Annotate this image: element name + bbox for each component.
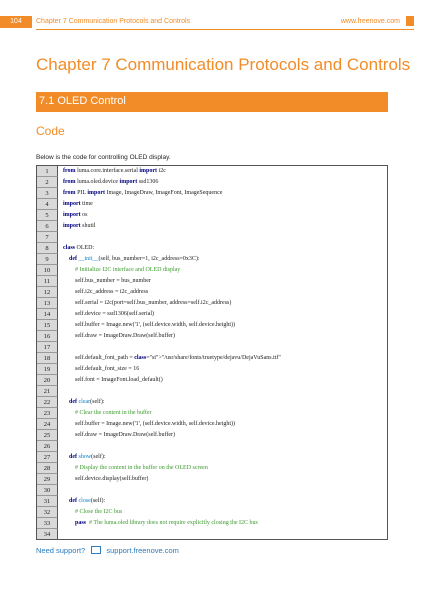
line-number: 28 — [37, 463, 58, 474]
line-number: 33 — [37, 518, 58, 529]
line-number: 26 — [37, 441, 58, 452]
support-label: Need support? — [36, 546, 86, 555]
line-number: 30 — [37, 485, 58, 496]
code-heading: Code — [36, 124, 65, 138]
code-line — [37, 518, 387, 529]
header-rule — [36, 29, 414, 30]
code-listing — [36, 165, 388, 540]
section-bar — [36, 92, 388, 112]
header-accent-block — [406, 16, 414, 26]
code-text: # Clear the content in the buffer — [75, 410, 152, 416]
code-text: pass # The luma.oled library does not require explicitly closing the I2C bus — [75, 520, 258, 526]
line-number: 1 — [37, 166, 58, 177]
code-line — [37, 386, 387, 397]
code-line — [37, 232, 387, 243]
code-line — [37, 265, 387, 276]
code-line — [37, 331, 387, 342]
code-text: # Display the content in the buffer on the OLED screen — [75, 465, 208, 471]
line-number: 9 — [37, 254, 58, 265]
code-line — [37, 221, 387, 232]
line-number: 19 — [37, 364, 58, 375]
line-number: 18 — [37, 353, 58, 364]
line-number: 27 — [37, 452, 58, 463]
line-number: 11 — [37, 276, 58, 287]
code-text: self.device = ssd1306(self.serial) — [63, 311, 155, 317]
line-number: 22 — [37, 397, 58, 408]
code-line — [37, 430, 387, 441]
line-number: 6 — [37, 221, 58, 232]
line-number: 5 — [37, 210, 58, 221]
code-line — [37, 166, 387, 177]
line-number: 24 — [37, 419, 58, 430]
line-number: 2 — [37, 177, 58, 188]
code-line — [37, 177, 387, 188]
intro-text: Below is the code for controlling OLED display. — [36, 154, 171, 161]
code-line — [37, 210, 387, 221]
code-line — [37, 408, 387, 419]
line-number: 17 — [37, 342, 58, 353]
line-number: 14 — [37, 309, 58, 320]
code-text: def clear(self): — [69, 399, 105, 405]
line-number: 3 — [37, 188, 58, 199]
code-line — [37, 463, 387, 474]
code-text: def show(self): — [69, 454, 106, 460]
code-text: # Initialize I2C interface and OLED display — [75, 267, 181, 273]
code-line — [37, 452, 387, 463]
code-line — [37, 507, 387, 518]
header-title: Chapter 7 Communication Protocols and Controls — [36, 18, 191, 25]
line-number: 4 — [37, 199, 58, 210]
header-site-link[interactable]: www.freenove.com — [340, 18, 400, 25]
code-text: import os — [63, 212, 88, 218]
line-number: 31 — [37, 496, 58, 507]
code-line — [37, 419, 387, 430]
page-header — [0, 0, 424, 30]
line-number: 23 — [37, 408, 58, 419]
code-text: self.buffer = Image.new('1', (self.device.width, self.device.height)) — [63, 322, 236, 328]
code-line — [37, 199, 387, 210]
line-number: 32 — [37, 507, 58, 518]
line-number: 20 — [37, 375, 58, 386]
code-line — [37, 309, 387, 320]
chapter-title: Chapter 7 Communication Protocols and Controls — [36, 55, 411, 74]
code-line — [37, 342, 387, 353]
line-number: 7 — [37, 232, 58, 243]
page-number: 104 — [0, 16, 32, 28]
code-text: self.default_font_path = class="st">"/usr/share/fonts/truetype/dejavu/DejaVuSans.ttf" — [63, 355, 281, 361]
code-text: from PIL import Image, ImageDraw, ImageFont, ImageSequence — [63, 190, 223, 196]
code-line — [37, 397, 387, 408]
code-line — [37, 353, 387, 364]
line-number: 21 — [37, 386, 58, 397]
code-line — [37, 529, 387, 540]
code-line — [37, 496, 387, 507]
line-number: 29 — [37, 474, 58, 485]
code-text: self.bus_number = bus_number — [63, 278, 151, 284]
code-line — [37, 474, 387, 485]
code-line — [37, 364, 387, 375]
footer-support — [36, 546, 179, 555]
code-text: import time — [63, 201, 93, 207]
code-line — [37, 243, 387, 254]
code-line — [37, 254, 387, 265]
code-text: def __init__(self, bus_number=1, i2c_address=0x3C): — [69, 256, 200, 262]
support-email-link[interactable]: support.freenove.com — [106, 546, 179, 555]
line-number: 16 — [37, 331, 58, 342]
code-line — [37, 320, 387, 331]
code-text: from luma.oled.device import ssd1306 — [63, 179, 159, 185]
code-text: class OLED: — [63, 245, 95, 251]
code-text: self.draw = ImageDraw.Draw(self.buffer) — [63, 432, 176, 438]
code-text: import shutil — [63, 223, 96, 229]
code-text: self.buffer = Image.new('1', (self.device.width, self.device.height)) — [63, 421, 236, 427]
code-line — [37, 276, 387, 287]
code-line — [37, 287, 387, 298]
line-number: 25 — [37, 430, 58, 441]
code-line — [37, 375, 387, 386]
code-text: self.default_font_size = 16 — [63, 366, 140, 372]
mail-icon — [91, 546, 101, 554]
line-number: 12 — [37, 287, 58, 298]
code-text: self.i2c_address = i2c_address — [63, 289, 149, 295]
line-number: 13 — [37, 298, 58, 309]
section-title: 7.1 OLED Control — [39, 95, 126, 107]
line-number: 34 — [37, 529, 58, 540]
code-text: self.device.display(self.buffer) — [63, 476, 149, 482]
code-text: # Close the I2C bus — [75, 509, 123, 515]
code-line — [37, 188, 387, 199]
code-text: self.font = ImageFont.load_default() — [63, 377, 163, 383]
code-text: self.serial = i2c(port=self.bus_number, address=self.i2c_address) — [63, 300, 232, 306]
line-number: 8 — [37, 243, 58, 254]
code-line — [37, 298, 387, 309]
line-number: 10 — [37, 265, 58, 276]
code-line — [37, 485, 387, 496]
code-text: def close(self): — [69, 498, 106, 504]
code-text: self.draw = ImageDraw.Draw(self.buffer) — [63, 333, 176, 339]
code-text: from luma.core.interface.serial import i2c — [63, 168, 166, 174]
code-line — [37, 441, 387, 452]
line-number: 15 — [37, 320, 58, 331]
